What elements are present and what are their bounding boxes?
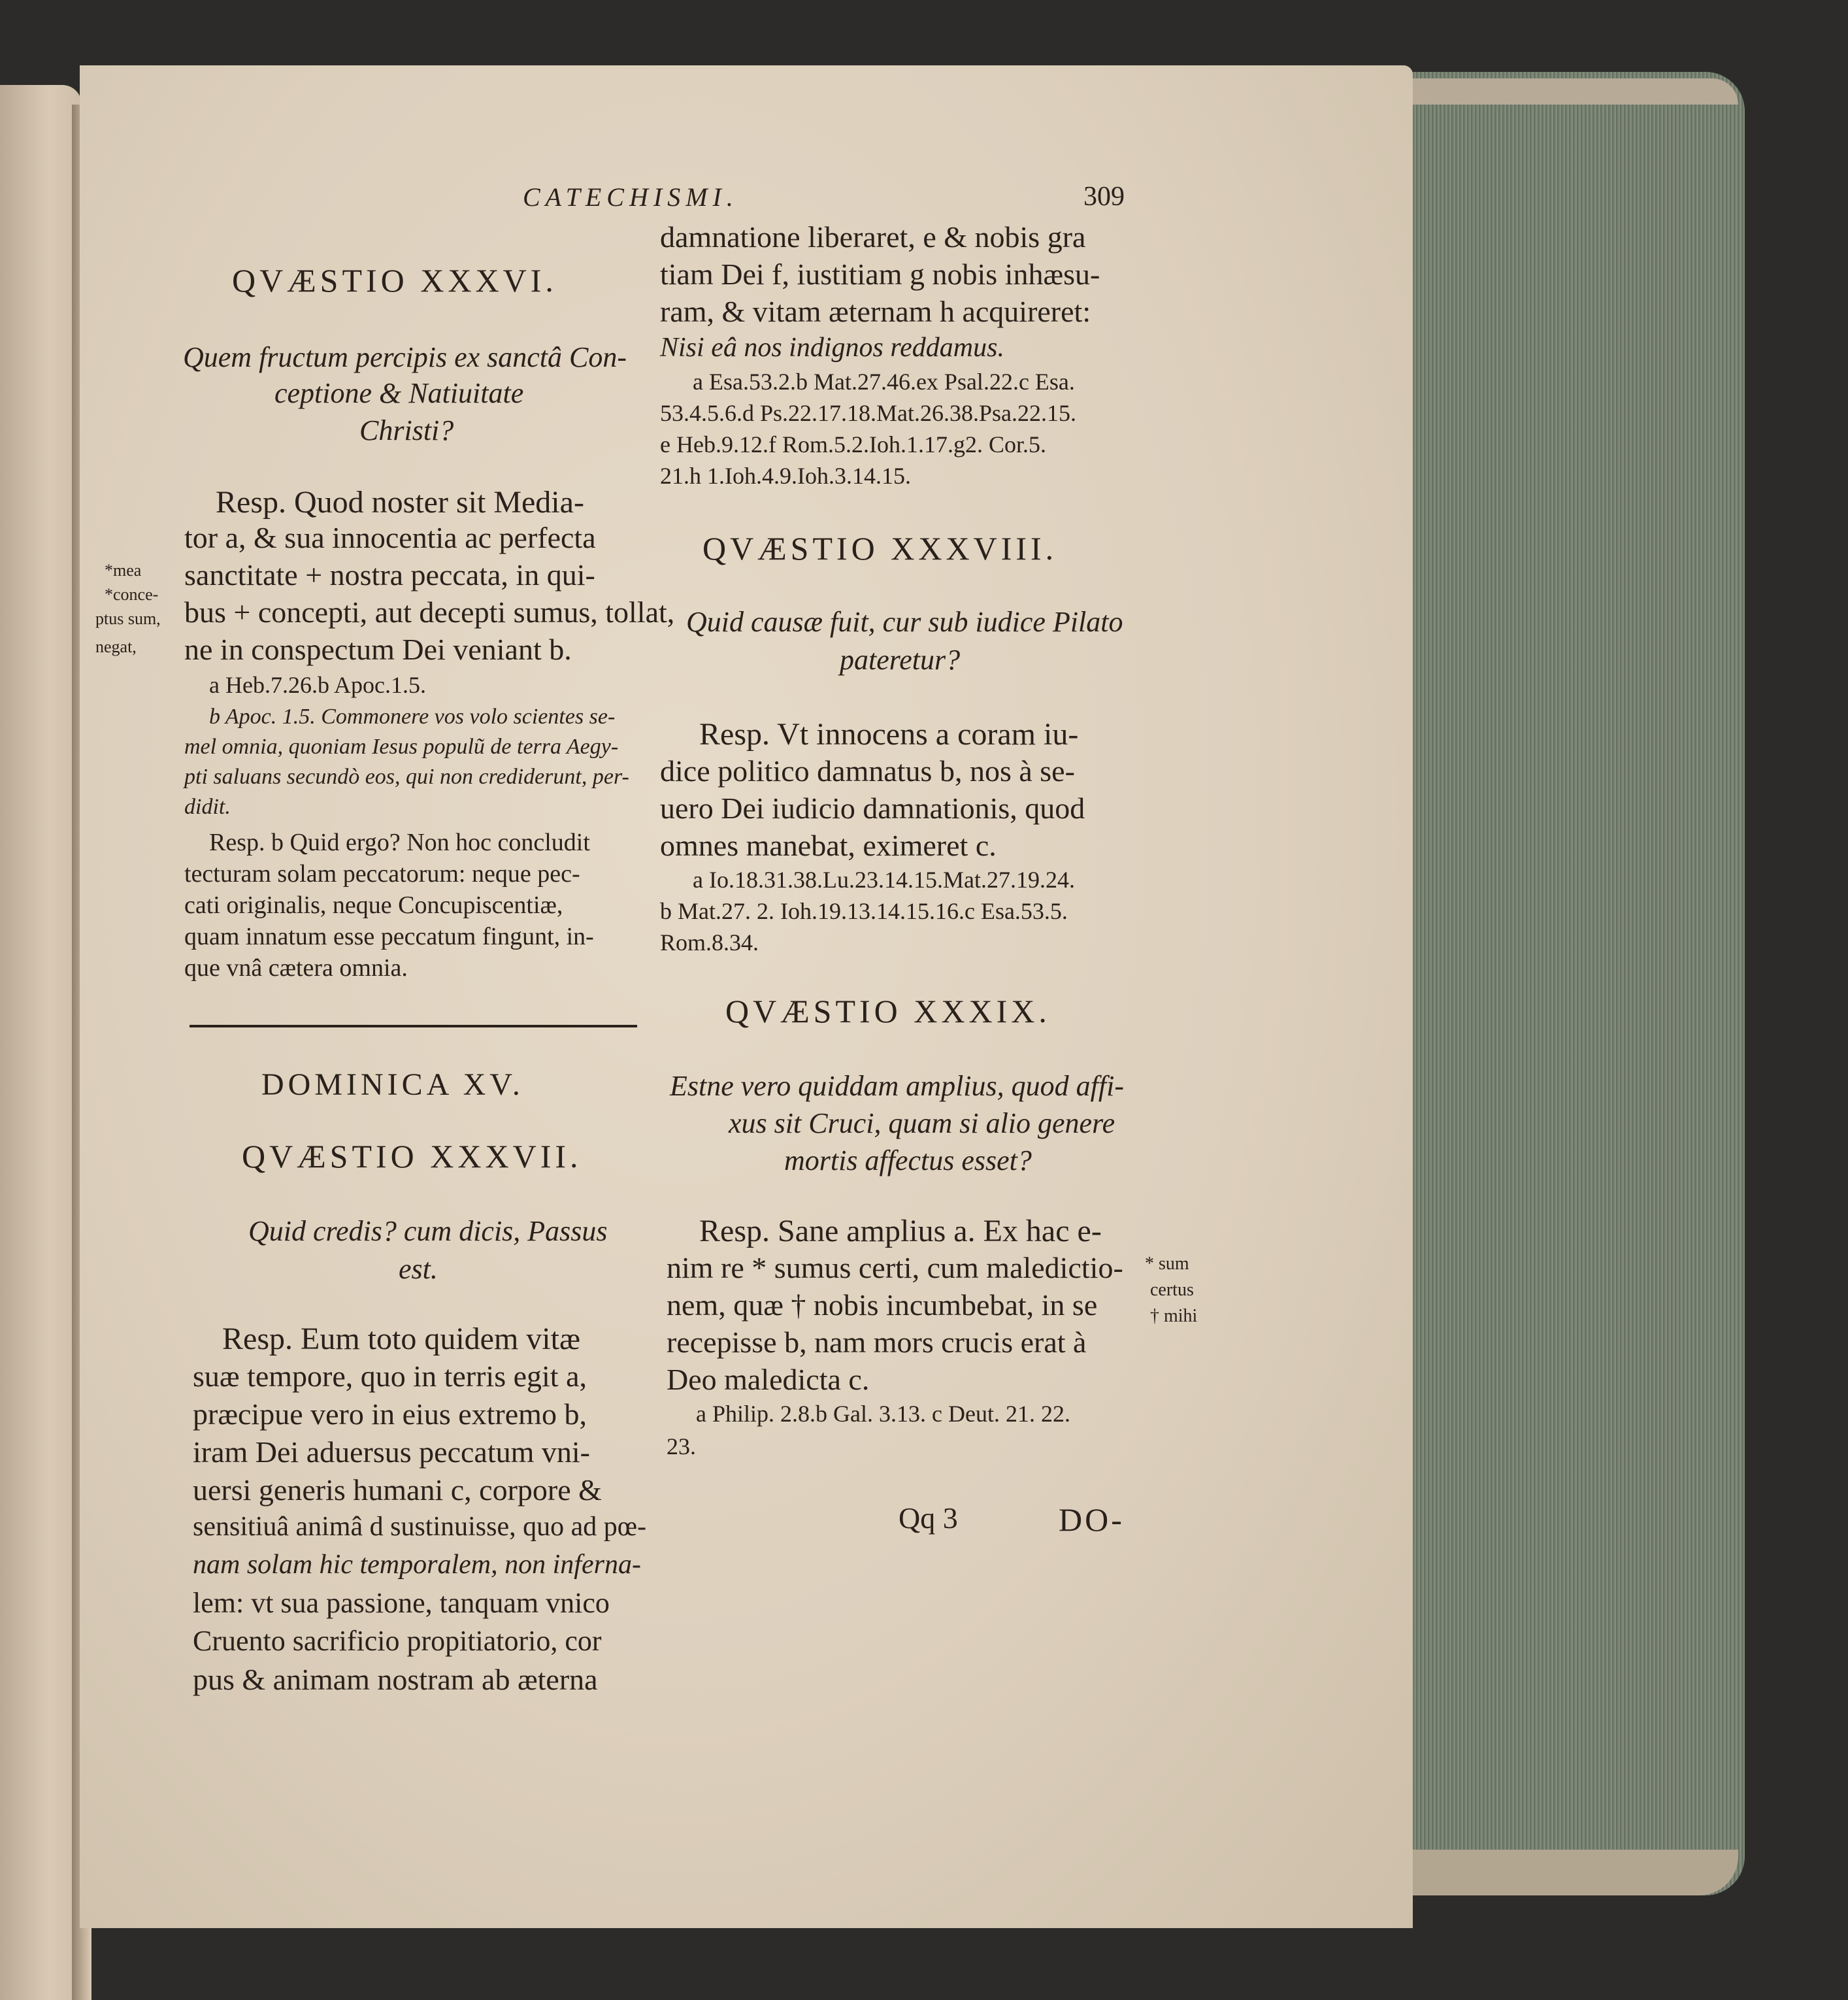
signature-mark: Qq 3 (899, 1501, 958, 1535)
q36-answer-line: ne in conspectum Dei veniant b. (184, 633, 572, 666)
q37-answer-line: uersi generis humani c, corpore & (193, 1473, 602, 1507)
q39-note-line: 23. (667, 1433, 696, 1459)
q37-answer-line: nam solam hic temporalem, non inferna- (193, 1550, 641, 1580)
q37-question-line: est. (399, 1253, 438, 1285)
q36-note-line: tecturam solam peccatorum: neque pec- (184, 860, 580, 888)
q37-answer-line: iram Dei aduersus peccatum vni- (193, 1435, 590, 1469)
page-number: 309 (1083, 182, 1125, 212)
q36-question-line: ceptione & Natiuitate (274, 377, 524, 409)
left-margin-note-line: ptus sum, (95, 609, 161, 628)
q37-answer-line: præcipue vero in eius extremo b, (193, 1397, 587, 1431)
q38-answer-line: dice politico damnatus b, nos à se- (660, 754, 1075, 788)
q39-answer-line: Deo maledicta c. (667, 1363, 870, 1396)
right-margin-note-line: certus (1150, 1280, 1194, 1300)
q38-answer-line: omnes manebat, eximeret c. (660, 829, 997, 862)
q37-question-line: Quid credis? cum dicis, Passus (248, 1215, 608, 1247)
q39-question-line: xus sit Cruci, quam si alio genere (729, 1107, 1115, 1139)
q39-answer-line: nim re * sumus certi, cum maledictio- (667, 1251, 1123, 1284)
continuation-note-line: 53.4.5.6.d Ps.22.17.18.Mat.26.38.Psa.22.15. (660, 400, 1077, 426)
q39-answer-line: Resp. Sane amplius a. Ex hac e- (699, 1214, 1102, 1248)
q36-heading: QVÆSTIO XXXVI. (232, 262, 557, 299)
sunday-heading: DOMINICA XV. (261, 1067, 524, 1102)
facing-page-edge (0, 85, 82, 2000)
q39-note-line: a Philip. 2.8.b Gal. 3.13. c Deut. 21. 22. (696, 1401, 1070, 1427)
q39-question-line: mortis affectus esset? (784, 1144, 1032, 1176)
q36-note-line: a Heb.7.26.b Apoc.1.5. (209, 672, 426, 698)
q38-question-line: Quid causæ fuit, cur sub iudice Pilato (686, 606, 1123, 638)
q36-answer-line: Resp. Quod noster sit Media- (216, 485, 584, 520)
q37-answer-line: Resp. Eum toto quidem vitæ (222, 1322, 580, 1356)
q36-note-line: Resp. b Quid ergo? Non hoc concludit (209, 829, 590, 856)
q38-note-line: a Io.18.31.38.Lu.23.14.15.Mat.27.19.24. (693, 867, 1075, 893)
q37-heading: QVÆSTIO XXXVII. (242, 1138, 582, 1175)
right-margin-note-line: † mihi (1150, 1306, 1198, 1326)
continuation-line: damnatione liberaret, e & nobis gra (660, 220, 1086, 254)
q36-note-line: didit. (184, 795, 231, 819)
continuation-line: ram, & vitam æternam h acquireret: (660, 295, 1091, 328)
continuation-line: Nisi eâ nos indignos reddamus. (660, 333, 1004, 363)
section-divider (190, 1025, 637, 1027)
q38-note-line: b Mat.27. 2. Ioh.19.13.14.15.16.c Esa.53.5. (660, 898, 1068, 924)
q36-note-line: mel omnia, quoniam Iesus populũ de terra Aegy- (184, 735, 619, 759)
q38-heading: QVÆSTIO XXXVIII. (702, 530, 1058, 567)
q36-note-line: quam innatum esse peccatum fingunt, in- (184, 923, 594, 950)
left-margin-note-line: *conce- (105, 585, 159, 604)
q39-heading: QVÆSTIO XXXIX. (725, 993, 1051, 1029)
q37-answer-line: pus & animam nostram ab æterna (193, 1663, 598, 1696)
continuation-note-line: a Esa.53.2.b Mat.27.46.ex Psal.22.c Esa. (693, 369, 1075, 395)
continuation-note-line: 21.h 1.Ioh.4.9.Ioh.3.14.15. (660, 463, 911, 489)
running-head-title: CATECHISMI. (523, 182, 738, 212)
right-margin-note-line: * sum (1145, 1254, 1189, 1274)
q38-note-line: Rom.8.34. (660, 929, 759, 956)
q38-question-line: pateretur? (840, 644, 961, 676)
left-margin-note-line: *mea (105, 561, 142, 580)
q39-answer-line: nem, quæ † nobis incumbebat, in se (667, 1288, 1098, 1322)
q36-note-line: b Apoc. 1.5. Commonere vos volo scientes se- (209, 705, 616, 729)
q39-question-line: Estne vero quiddam amplius, quod affi- (670, 1070, 1124, 1102)
q36-note-line: cati originalis, neque Concupiscentiæ, (184, 892, 563, 919)
q36-answer-line: bus + concepti, aut decepti sumus, tollat, (184, 595, 675, 629)
q38-answer-line: Resp. Vt innocens a coram iu- (699, 717, 1079, 752)
page-block-edge (1359, 72, 1745, 1895)
q36-note-line: que vnâ cætera omnia. (184, 954, 408, 982)
q36-question-line: Quem fructum percipis ex sanctâ Con- (183, 341, 627, 373)
catchword: DO- (1059, 1501, 1125, 1538)
continuation-line: tiam Dei f, iustitiam g nobis inhæsu- (660, 258, 1100, 291)
q37-answer-line: sensitiuâ animâ d sustinuisse, quo ad pœ- (193, 1512, 647, 1542)
left-margin-note-line: negat, (95, 637, 137, 656)
q36-question-line: Christi? (359, 414, 454, 446)
q39-answer-line: recepisse b, nam mors crucis erat à (667, 1325, 1087, 1359)
q37-answer-line: Cruento sacrificio propitiatorio, cor (193, 1625, 602, 1657)
q36-note-line: pti saluans secundò eos, qui non crediderunt, per- (184, 765, 629, 789)
q38-answer-line: uero Dei iudicio damnationis, quod (660, 792, 1085, 825)
q36-answer-line: tor a, & sua innocentia ac perfecta (184, 521, 596, 554)
q37-answer-line: lem: vt sua passione, tanquam vnico (193, 1587, 610, 1619)
q37-answer-line: suæ tempore, quo in terris egit a, (193, 1359, 587, 1393)
q36-answer-line: sanctitate + nostra peccata, in qui- (184, 558, 595, 592)
continuation-note-line: e Heb.9.12.f Rom.5.2.Ioh.1.17.g2. Cor.5. (660, 431, 1046, 458)
